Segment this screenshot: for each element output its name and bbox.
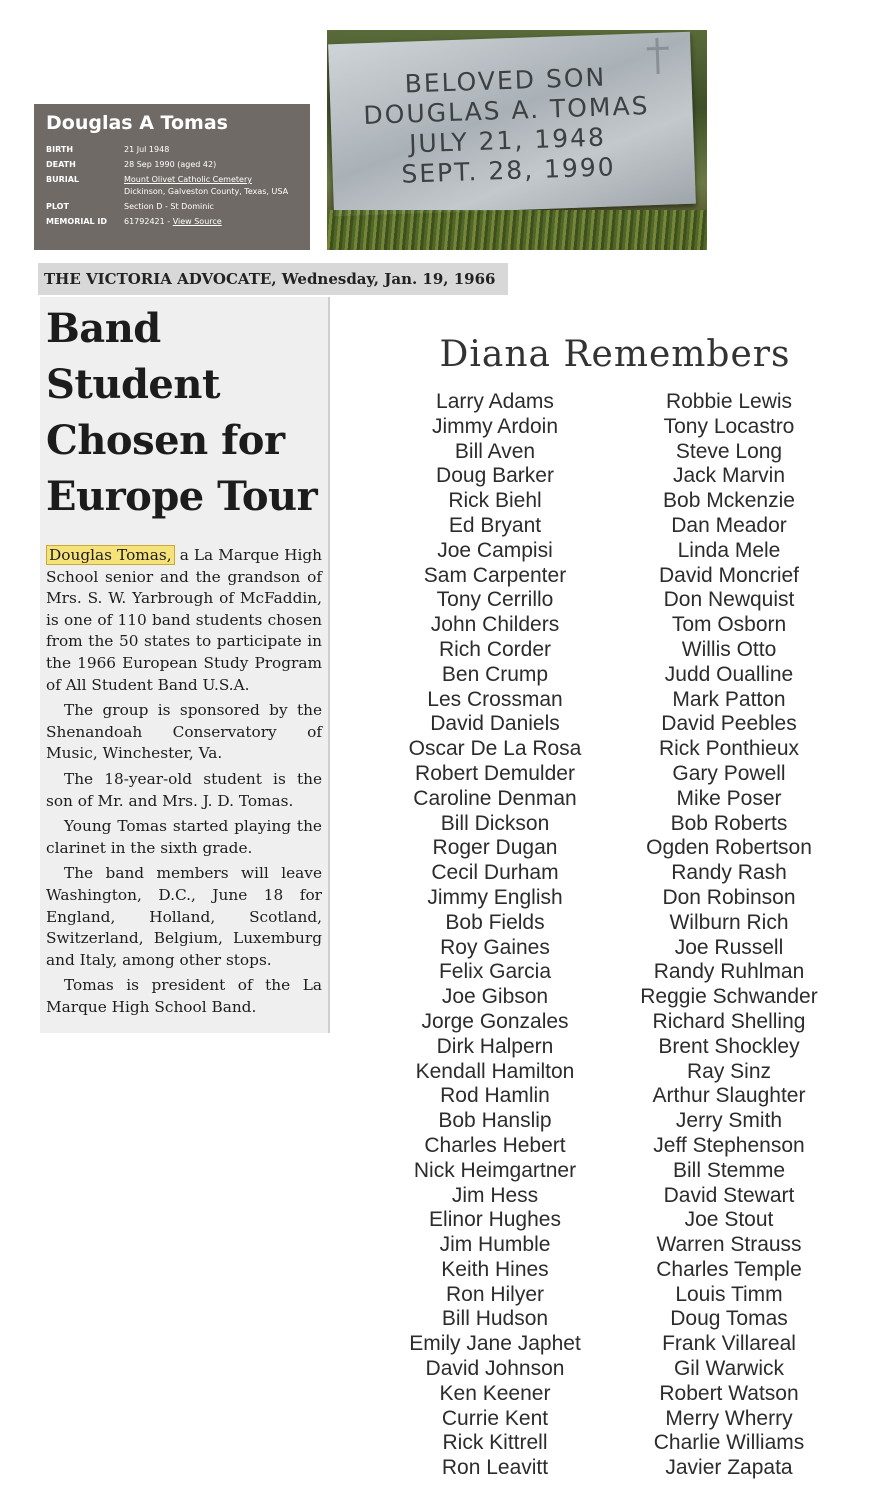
headline-line: Europe Tour — [46, 473, 318, 520]
memorial-id-value — [124, 216, 298, 228]
memorial-id-row — [46, 216, 298, 228]
name-item: Reggie Schwander — [640, 985, 818, 1009]
name-item: Robert Watson — [659, 1381, 799, 1405]
name-item: Roger Dugan — [432, 836, 558, 860]
name-item: Richard Shelling — [652, 1009, 806, 1033]
name-item: Bill Hudson — [441, 1307, 549, 1331]
name-item: Ron Leavitt — [441, 1456, 549, 1480]
name-item: Ben Crump — [441, 662, 549, 686]
name-item: Robert Demulder — [415, 761, 575, 785]
name-item: David Moncrief — [658, 563, 800, 587]
name-item: Brent Shockley — [658, 1034, 800, 1058]
headline-line: Chosen for — [46, 417, 285, 464]
remembers-list — [380, 330, 850, 1490]
newspaper-masthead: THE VICTORIA ADVOCATE, Wednesday, Jan. 19, 1966 — [38, 263, 508, 295]
name-item: Wilburn Rich — [669, 910, 789, 934]
name-item: Oscar De La Rosa — [408, 737, 582, 761]
name-item: Joe Russell — [674, 935, 784, 959]
article-paragraph: The 18-year-old student is the son of Mr. and Mrs. J. D. Tomas. — [46, 769, 322, 810]
headline-line: Band Student — [46, 305, 220, 408]
name-item: Ed Bryant — [448, 513, 542, 537]
article-paragraph: Tomas is president of the La Marque High School Band. — [46, 976, 322, 1016]
name-item: Elinor Hughes — [429, 1208, 561, 1232]
article-paragraph: Young Tomas started playing the clarinet in the sixth grade. — [46, 817, 322, 857]
article-paragraph: The band members will leave Washington, D.C., June 18 for England, Holland, Scotland, Switzerland, Belgium, Luxemburg and Italy, among other stops. — [46, 864, 322, 969]
name-item: Joe Gibson — [441, 985, 549, 1009]
article-paragraph — [46, 545, 322, 696]
name-item: Sam Carpenter — [423, 563, 567, 587]
name-item: Bill Dickson — [440, 811, 550, 835]
name-item: Ogden Robertson — [646, 836, 812, 860]
name-item: Dan Meador — [671, 513, 787, 537]
newspaper-clipping — [40, 297, 330, 1033]
name-item: Rick Kittrell — [442, 1431, 548, 1455]
death-label: DEATH — [46, 160, 76, 169]
gravestone-photo — [327, 30, 707, 250]
article-body — [46, 545, 322, 1018]
paragraph-text: a La Marque High School senior and the grandson of Mrs. S. W. Yarbrough of McFaddin, is one of 110 band students chosen from the 50 states to participate in the 1966 European Study Program of All Student Band U.S.A. — [46, 546, 323, 694]
burial-value — [124, 174, 298, 198]
inscription-line: BELOVED SON — [404, 62, 607, 99]
birth-value: 21 Jul 1948 — [124, 145, 170, 154]
plot-row — [46, 201, 298, 213]
name-item: Arthur Slaughter — [652, 1084, 806, 1108]
burial-row — [46, 174, 298, 198]
name-item: Charles Hebert — [424, 1133, 566, 1157]
name-item: Randy Rash — [671, 861, 787, 885]
name-item: Steve Long — [675, 439, 783, 463]
name-item: Charlie Williams — [653, 1431, 805, 1455]
name-item: Gil Warwick — [673, 1357, 785, 1381]
death-row — [46, 159, 298, 171]
name-item: Jim Humble — [439, 1233, 551, 1257]
name-item: Warren Strauss — [656, 1233, 802, 1257]
remembers-title: Diana Remembers — [439, 334, 791, 375]
memorial-id-number: 61792421 - — [124, 217, 173, 226]
inscription-line: SEPT. 28, 1990 — [400, 152, 617, 189]
name-item: Mike Poser — [676, 786, 782, 810]
name-item: Randy Ruhlman — [653, 960, 805, 984]
article-paragraph: The group is sponsored by the Shenandoah Conservatory of Music, Winchester, Va. — [46, 701, 322, 763]
cemetery-link[interactable]: Mount Olivet Catholic Cemetery — [124, 175, 252, 184]
name-item: Dirk Halpern — [436, 1034, 554, 1058]
name-item: Rick Biehl — [448, 489, 542, 513]
name-item: Kendall Hamilton — [415, 1059, 575, 1083]
name-item: Keith Hines — [441, 1257, 549, 1281]
name-item: Jeff Stephenson — [653, 1133, 805, 1157]
memorial-id-label: MEMORIAL ID — [46, 217, 108, 226]
article-headline — [46, 301, 322, 525]
name-item: Cecil Durham — [431, 861, 559, 885]
inscription-line: JULY 21, 1948 — [408, 122, 607, 159]
name-item: Rick Ponthieux — [658, 737, 800, 761]
burial-label: BURIAL — [46, 175, 80, 184]
name-item: Tony Locastro — [663, 414, 795, 438]
name-item: Don Robinson — [662, 885, 796, 909]
birth-row — [46, 144, 298, 156]
inscription-line: DOUGLAS A. TOMAS — [362, 91, 650, 130]
name-item: Robbie Lewis — [665, 390, 793, 413]
name-item: Jimmy English — [427, 885, 563, 909]
name-item: Jorge Gonzales — [421, 1009, 569, 1033]
name-item: Bob Hanslip — [438, 1109, 552, 1133]
name-item: Jerry Smith — [675, 1109, 783, 1133]
name-item: Javier Zapata — [665, 1456, 793, 1480]
name-item: Joe Campisi — [437, 538, 553, 562]
name-item: Bob Roberts — [670, 811, 788, 835]
name-item: Jim Hess — [451, 1183, 539, 1207]
name-item: John Childers — [430, 613, 560, 637]
name-item: David Peebles — [661, 712, 797, 736]
name-item: David Johnson — [425, 1357, 565, 1381]
name-item: Rod Hamlin — [440, 1084, 550, 1108]
name-item: Gary Powell — [672, 761, 786, 785]
name-item: Ron Hilyer — [445, 1282, 545, 1306]
name-item: Frank Villareal — [662, 1332, 796, 1356]
name-item: Joe Stout — [684, 1208, 774, 1232]
name-item: David Daniels — [430, 712, 560, 736]
name-item: Willis Otto — [681, 637, 777, 661]
name-item: Louis Timm — [675, 1282, 783, 1306]
name-item: Roy Gaines — [440, 935, 550, 959]
name-item: Doug Barker — [436, 464, 554, 488]
name-item: Doug Tomas — [670, 1307, 788, 1331]
name-item: Ken Keener — [439, 1381, 551, 1405]
memorial-name: Douglas A Tomas — [46, 112, 228, 134]
name-item: Ray Sinz — [686, 1059, 772, 1083]
name-item: Charles Temple — [656, 1257, 802, 1281]
name-item: Mark Patton — [672, 687, 786, 711]
grass — [327, 210, 707, 250]
name-item: Jack Marvin — [672, 464, 786, 488]
name-item: Bill Aven — [454, 439, 536, 463]
name-item: Rich Corder — [438, 637, 552, 661]
memorial-card — [34, 104, 310, 250]
cemetery-location: Dickinson, Galveston County, Texas, USA — [124, 187, 289, 196]
gravestone-inscription — [335, 60, 679, 192]
highlighted-name: Douglas Tomas, — [46, 545, 175, 565]
names-column-left — [380, 390, 610, 1481]
name-item: Tom Osborn — [671, 613, 787, 637]
name-item: Les Crossman — [427, 687, 563, 711]
view-source-link[interactable]: View Source — [172, 217, 222, 226]
name-item: Nick Heimgartner — [413, 1158, 577, 1182]
name-item: Currie Kent — [441, 1406, 549, 1430]
name-item: Caroline Denman — [413, 786, 577, 810]
name-item: Merry Wherry — [665, 1406, 793, 1430]
name-item: David Stewart — [663, 1183, 795, 1207]
birth-label: BIRTH — [46, 145, 74, 154]
name-item: Emily Jane Japhet — [409, 1332, 581, 1356]
name-item: Don Newquist — [663, 588, 795, 612]
name-item: Judd Oualline — [664, 662, 794, 686]
name-item: Bob Fields — [445, 910, 545, 934]
name-item: Jimmy Ardoin — [431, 414, 559, 438]
death-value: 28 Sep 1990 (aged 42) — [124, 160, 217, 169]
names-column-right — [614, 390, 844, 1481]
name-item: Felix Garcia — [438, 960, 552, 984]
name-item: Tony Cerrillo — [436, 588, 554, 612]
plot-value: Section D - St Dominic — [124, 202, 214, 211]
name-item: Larry Adams — [436, 390, 554, 413]
name-item: Bill Stemme — [672, 1158, 786, 1182]
plot-label: PLOT — [46, 202, 69, 211]
name-item: Linda Mele — [677, 538, 781, 562]
name-item: Bob Mckenzie — [663, 489, 795, 513]
